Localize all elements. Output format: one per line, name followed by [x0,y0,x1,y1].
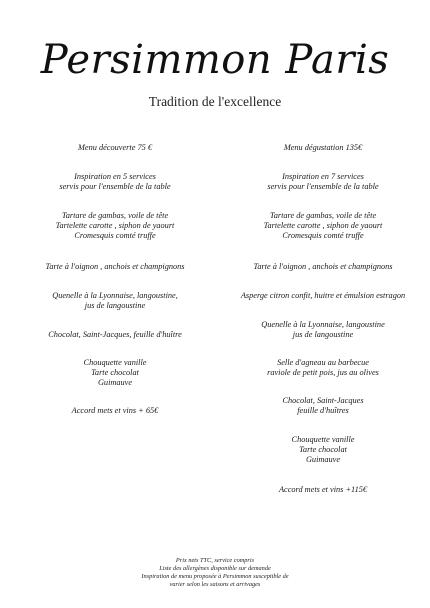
tagline: Tradition de l'excellence [148,94,282,109]
menu-course: Inspiration en 5 services servis pour l'ensemble de la table [59,172,171,191]
menu-course: Tartare de gambas, voile de tête Tartelette carotte , siphon de yaourt Cromesquis comté truffe [55,211,175,240]
restaurant-name: Persimmon Paris [40,37,390,83]
footer-notes: Prix nets TTC, service compris Liste des allergènes disponible sur demande Inspiration de menu proposée à Persimmon susceptible de varier selon les saisons et arrivages [141,557,289,588]
menu-decouverte-column [20,0,210,608]
menu-course: Asperge citron confit, huitre et émulsion estragon [240,291,406,300]
wine-pairing: Accord mets et vins + 65€ [71,406,159,415]
menu-course: Quenelle à la Lyonnaise, langoustine jus de langoustine [261,320,385,339]
menu-course: Quenelle à la Lyonnaise, langoustine, jus de langoustine [52,291,178,310]
menu-course: Tartare de gambas, voile de tête Tartelette carotte , siphon de yaourt Cromesquis comté truffe [263,211,383,240]
menu-title: Menu dégustation 135€ [283,143,363,152]
menu-course: Inspiration en 7 services servis pour l'ensemble de la table [267,172,379,191]
menu-course: Chouquette vanille Tarte chocolat Guimauve [291,435,355,464]
menu-degustation-column [228,0,418,608]
menu-course: Chouquette vanille Tarte chocolat Guimauve [83,358,147,387]
menu-course: Chocolat, Saint-Jacques, feuille d'huître [48,330,182,339]
wine-pairing: Accord mets et vins +115€ [278,485,368,494]
menu-course: Selle d'agneau au barbecue raviole de petit pois, jus au olives [267,358,379,377]
menu-course: Chocolat, Saint-Jacques feuille d'huîtres [282,396,364,415]
menu-course: Tarte à l'oignon , anchois et champignons [45,262,185,271]
menu-title: Menu découverte 75 € [78,143,152,152]
menu-course: Tarte à l'oignon , anchois et champignons [253,262,393,271]
